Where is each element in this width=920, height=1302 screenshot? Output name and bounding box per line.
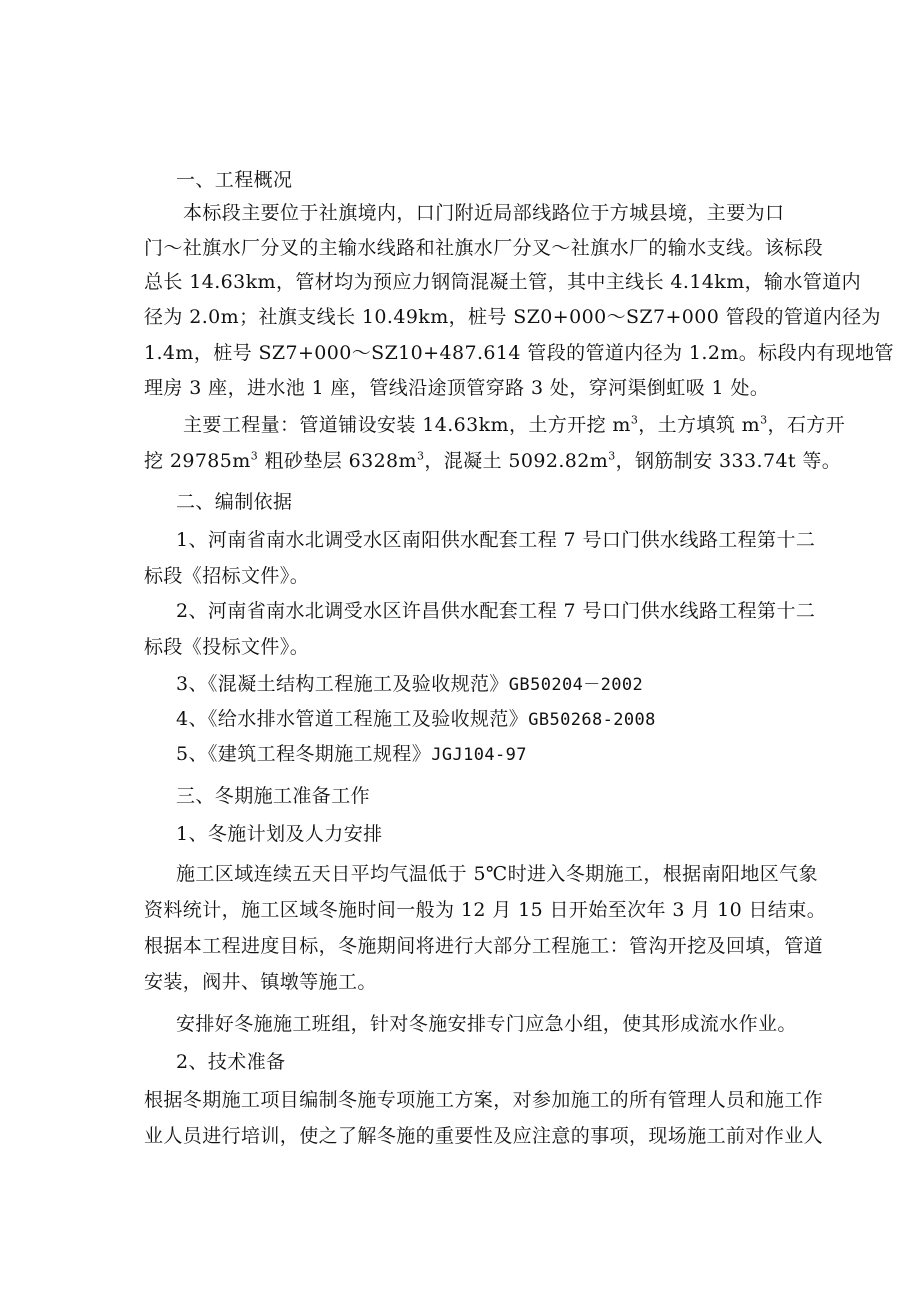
section1-para2-line1 [183,413,845,437]
section2-item1-line1: 1、河南省南水北调受水区南阳供水配套工程 7 号口门供水线路工程第十二 [176,529,816,551]
text-run: ，钢筋制安 333.74t 等。 [615,450,842,472]
section2-item2-line1: 2、河南省南水北调受水区许昌供水配套工程 7 号口门供水线路工程第十二 [176,600,816,622]
section1-para1-line3: 总长 14.63km，管材均为预应力钢筒混凝土管，其中主线长 4.14km，输水管道内 [144,271,862,293]
section3-sub1-para1-line3: 根据本工程进度目标，冬施期间将进行大部分工程施工：管沟开挖及回填，管道 [144,935,824,957]
item5-text: 5、《建筑工程冬期施工规程》 [176,743,432,765]
section2-item1-line2: 标段《招标文件》。 [144,565,310,587]
section3-heading: 三、冬期施工准备工作 [176,785,371,807]
text-run: 挖 29785m [144,450,251,472]
section1-para1-line2: 门～社旗水厂分叉的主输水线路和社旗水厂分叉～社旗水厂的输水支线。该标段 [144,237,824,259]
section3-sub2-heading: 2、技术准备 [176,1051,286,1073]
section1-para1-line5: 1.4m，桩号 SZ7+000～SZ10+487.614 管段的管道内径为 1.2m。标段内有现地管 [144,342,894,364]
section3-sub1-para1-line2: 资料统计，施工区域冬施时间一般为 12 月 15 日开始至次年 3 月 10 日结束。 [144,899,827,921]
text-run: ，石方开 [767,414,846,436]
section1-para2-line2 [144,449,841,473]
section3-sub1-heading: 1、冬施计划及人力安排 [176,823,383,845]
section2-item5 [176,742,527,767]
superscript-3: 3 [608,449,616,463]
item5-code: JGJ104-97 [431,745,527,765]
text-run: 主要工程量：管道铺设安装 14.63km，土方开挖 m [183,414,631,436]
section3-sub1-para2: 安排好冬施施工班组，针对冬施安排专门应急小组，使其形成流水作业。 [176,1013,797,1035]
superscript-3: 3 [630,413,639,427]
item4-code: GB50268-2008 [528,710,656,730]
superscript-3: 3 [760,413,768,427]
item4-text: 4、《给水排水管道工程施工及验收规范》 [176,708,529,730]
text-run: ，土方填筑 m [638,414,761,436]
section3-sub1-para1-line1: 施工区域连续五天日平均气温低于 5℃时进入冬期施工，根据南阳地区气象 [176,863,818,885]
item3-text: 3、《混凝土结构工程施工及验收规范》 [176,673,509,695]
section2-item2-line2: 标段《投标文件》。 [144,636,310,658]
section3-sub2-para1-line1: 根据冬期施工项目编制冬施专项施工方案，对参加施工的所有管理人员和施工作 [144,1089,824,1111]
section2-item3 [176,672,643,697]
section3-sub1-para1-line4: 安装，阀井、镇墩等施工。 [144,971,377,993]
section2-item4 [176,707,656,732]
text-run: ，混凝土 5092.82m [424,450,609,472]
item3-code: GB50204－2002 [508,675,644,695]
section1-para1-line1: 本标段主要位于社旗境内，口门附近局部线路位于方城县境，主要为口 [183,202,785,224]
section2-heading: 二、编制依据 [176,491,293,513]
section3-sub2-para1-line2: 业人员进行培训，使之了解冬施的重要性及应注意的事项，现场施工前对作业人 [144,1125,824,1147]
superscript-3: 3 [250,449,259,463]
superscript-3: 3 [416,449,425,463]
text-run: 粗砂垫层 6328m [258,450,417,472]
section1-heading: 一、工程概况 [176,169,293,191]
section1-para1-line6: 理房 3 座，进水池 1 座，管线沿途顶管穿路 3 处，穿河渠倒虹吸 1 处。 [144,377,770,399]
section1-para1-line4: 径为 2.0m；社旗支线长 10.49km，桩号 SZ0+000～SZ7+000 管段的管道内径为 [144,306,881,328]
